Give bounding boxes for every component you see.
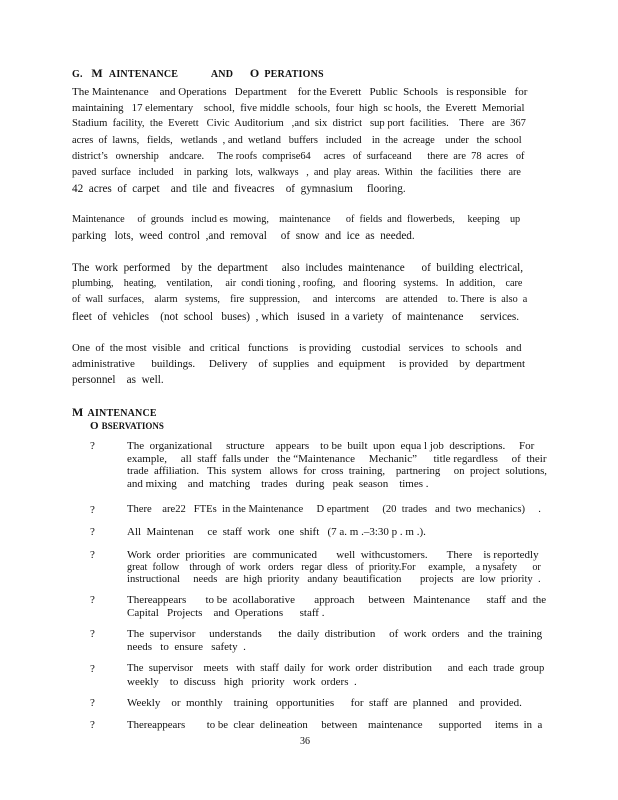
intro-paragraph-3: The work performed by the department also includes maintenance of building electrical, plumbing, heating, ventilation, air condi tioning , roofing, and flooring systems. In addition, care of wall surfaces, alarm systems, fire suppression, and intercoms are attended to. There is also a fleet of vehicles (not school buses) , which isused in a variety of maintenance services. — [72, 262, 528, 323]
heading-rest-perations: PERATIONS — [264, 69, 324, 80]
bullet-marker: ? — [90, 628, 95, 640]
list-item: ? The supervisor understands the daily distribution of work orders and the training needs to ensure safety . — [90, 628, 543, 653]
section-letter: G. — [72, 69, 83, 80]
bullet-marker: ? — [90, 719, 95, 731]
bullet-marker: ? — [90, 526, 95, 538]
list-item: ? Weekly or monthly training opportunities for staff are planned and provided. — [90, 697, 522, 709]
section-heading — [72, 66, 324, 81]
bullet-marker: ? — [90, 549, 95, 561]
bullet-marker: ? — [90, 663, 95, 675]
list-item: ? There are22 FTEs in the Maintenance D epartment (20 trades and two mechanics) . — [90, 504, 541, 516]
list-item: ? Thereappears to be clear delineation between maintenance supported items in a — [90, 719, 543, 731]
observations-list — [90, 440, 550, 733]
list-item: ? All Maintenan ce staff work one shift (7 a. m .–3:30 p . m .). — [90, 526, 426, 538]
intro-paragraph-4: One of the most visible and critical functions is providing custodial services to schools and administrative buildings. Delivery of supplies and equipment is provided by department personnel as well. — [72, 342, 526, 387]
list-item: ? The supervisor meets with staff daily for work order distribution and each trade group weekly to discuss high priority work orders . — [90, 663, 545, 688]
bullet-marker: ? — [90, 440, 95, 452]
list-item: ? The organizational structure appears to be built upon equa l job descriptions. For example, all staff falls under the “Maintenance Mechanic” title regardless of their trade affiliation. This system allows for cross training, partnering on project solutions, and mixing and matching trades during peak season times . — [90, 440, 548, 490]
heading-initial-m: M — [91, 66, 103, 80]
intro-paragraph-2: Maintenance of grounds includ es mowing, maintenance of fields and flowerbeds, keeping up parking lots, weed control ,and removal of snow and ice as needed. — [72, 214, 521, 243]
intro-paragraph-1: The Maintenance and Operations Department for the Everett Public Schools is responsible for maintaining 17 elementary school, five middle schools, four high sc hools, the Everett Memorial Stadium facility, the Everett Civic Auditorium ,and six district sup port facilities. There are 367 acres of lawns, fields, wetlands , and wetland buffers included in the acreage under the school district’s ownership andcare. The roofs comprise64 acres of surfaceand there are 78 acres of paved surface included in parking lots, walkways , and play areas. Within the facilities there are 42 acres of carpet and tile and fiveacres of gymnasium flooring. — [72, 86, 528, 196]
bullet-marker: ? — [90, 504, 95, 516]
list-item: ? Thereappears to be acollaborative approach between Maintenance staff and the Capital Projects and Operations staff . — [90, 594, 547, 619]
maintenance-heading: M AINTENANCE — [72, 405, 157, 419]
list-item: ? Work order priorities are communicated well withcustomers. There is reportedly great follow through of work orders regar dless of priority.For example, a nysafety or instructional needs are high priority andany beautification projects are low priority . — [90, 549, 541, 586]
page-number: 36 — [300, 736, 310, 747]
heading-rest-aintenance: AINTENANCE — [108, 69, 179, 80]
heading-and: AND — [210, 69, 234, 80]
heading-initial-o: O — [249, 66, 260, 80]
bullet-marker: ? — [90, 594, 95, 606]
observations-heading: O BSERVATIONS — [90, 420, 164, 432]
bullet-marker: ? — [90, 697, 95, 709]
